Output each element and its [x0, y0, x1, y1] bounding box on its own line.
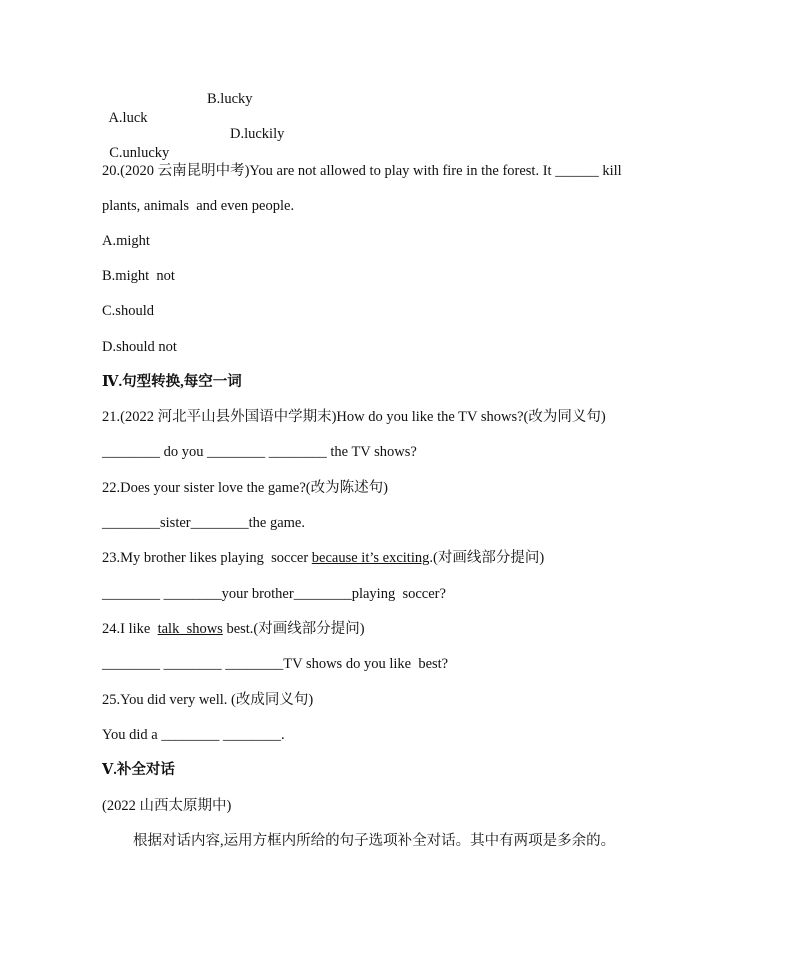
q22-stem: 22.Does your sister love the game?(改为陈述句): [102, 480, 388, 496]
q24-stem-instruction: best.(对画线部分提问): [222, 621, 365, 637]
q25-answer-line: You did a ________ ________.: [102, 727, 285, 743]
q19-option-b: B.lucky: [207, 91, 253, 107]
q20-option-a: A.might: [102, 233, 150, 249]
section-5-title: Ⅴ.补全对话: [102, 762, 175, 778]
q19-option-d: D.luckily: [230, 126, 285, 142]
q23-stem-text: 23.My brother likes playing soccer: [102, 550, 312, 566]
q23-stem-instruction: .(对画线部分提问): [429, 550, 545, 566]
section-5-instruction: 根据对话内容,运用方框内所给的句子选项补全对话。其中有两项是多余的。: [133, 833, 616, 849]
q19-option-c: C.unlucky: [109, 145, 170, 161]
q22-answer-line: ________sister________the game.: [102, 515, 305, 531]
q24-stem: [102, 620, 365, 638]
q19-option-row-1: [102, 91, 148, 127]
section-5-source: (2022 山西太原期中): [102, 798, 232, 814]
q23-underlined-part: because it’s exciting: [311, 550, 430, 566]
q20-option-b: B.might not: [102, 268, 175, 284]
q20-option-d: D.should not: [102, 339, 177, 355]
q24-answer-line: ________ ________ ________TV shows do you like best?: [102, 656, 449, 672]
q19-option-a: A.luck: [108, 110, 148, 126]
q19-option-row-2: [102, 126, 169, 162]
q23-stem: [102, 549, 544, 567]
q24-underlined-part: talk shows: [157, 621, 223, 637]
q20-option-c: C.should: [102, 303, 154, 319]
q21-answer-line: ________ do you ________ ________ the TV shows?: [102, 444, 417, 460]
section-4-title: Ⅳ.句型转换,每空一词: [102, 374, 242, 390]
q25-stem: 25.You did very well. (改成同义句): [102, 692, 314, 708]
q23-answer-line: ________ ________your brother________playing soccer?: [102, 586, 446, 602]
q24-stem-text: 24.I like: [102, 621, 158, 637]
q21-stem: 21.(2022 河北平山县外国语中学期末)How do you like the TV shows?(改为同义句): [102, 409, 606, 425]
q20-stem-line-2: plants, animals and even people.: [102, 198, 295, 214]
q20-stem-line-1: 20.(2020 云南昆明中考)You are not allowed to play with fire in the forest. It ______ kill: [102, 163, 622, 179]
